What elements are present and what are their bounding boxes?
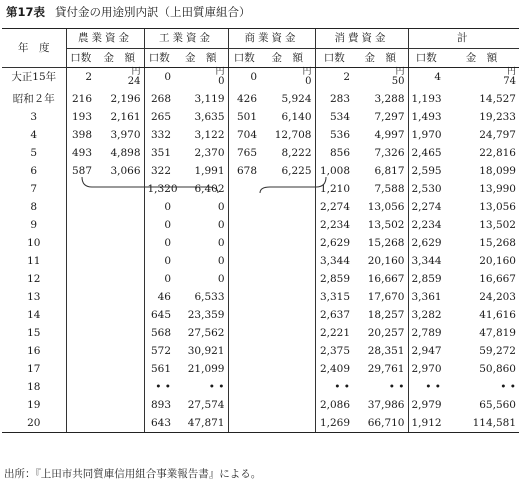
commerce-amount (260, 252, 315, 270)
total-count: 2,274 (408, 198, 444, 216)
commerce-count: 426 (228, 90, 260, 108)
year-cell: 14 (27, 308, 41, 321)
consumption-count: 1,008 (315, 162, 353, 180)
consumption-amount: 7,326 (374, 146, 405, 159)
table-row (2, 378, 519, 396)
consumption-count: 2,274 (315, 198, 353, 216)
consumption-count: 1,269 (315, 414, 353, 433)
commerce-amount (260, 324, 315, 342)
year-cell: 4 (30, 128, 38, 141)
consumption-count: 3,344 (315, 252, 353, 270)
industry-count: 322 (144, 162, 174, 180)
consumption-count: 536 (315, 126, 353, 144)
commerce-amount (260, 216, 315, 234)
industry-amount: 0 (218, 76, 225, 87)
year-cell: 18 (27, 380, 41, 393)
year-cell: 8 (30, 200, 38, 213)
yen-unit: 円 (302, 67, 312, 77)
industry-amount: 6,402 (194, 182, 225, 195)
agriculture-amount: 3,066 (110, 164, 141, 177)
consumption-count: 1,210 (315, 180, 353, 198)
total-count: 1,193 (408, 90, 444, 108)
table-row (2, 198, 519, 216)
total-amount: 47,819 (479, 326, 516, 339)
industry-amount: 0 (217, 218, 225, 231)
total-amount: 18,099 (479, 164, 516, 177)
table-row (2, 126, 519, 144)
table-caption: 貸付金の用途別内訳（上田質庫組合） (55, 5, 251, 19)
commerce-count (228, 270, 260, 288)
commerce-amount: 6,225 (281, 164, 312, 177)
industry-count: 0 (144, 68, 174, 90)
amount-header: 金 額 (444, 49, 519, 68)
year-cell: 15 (27, 326, 41, 339)
commerce-amount (260, 378, 315, 396)
total-amount: 15,268 (479, 236, 516, 249)
table-row (2, 252, 519, 270)
agriculture-count (66, 216, 95, 234)
total-count: 2,234 (408, 216, 444, 234)
commerce-amount (260, 234, 315, 252)
consumption-header: 消費資金 (315, 29, 408, 49)
industry-amount: 47,871 (174, 414, 228, 433)
industry-count: 572 (144, 342, 174, 360)
industry-amount: 3,122 (194, 128, 225, 141)
table-row (2, 68, 519, 90)
source-note: 出所：『上田市共同質庫信用組合事業報告書』による。 (4, 468, 262, 480)
table-row (2, 306, 519, 324)
commerce-count (228, 198, 260, 216)
table-title (6, 4, 251, 20)
table-row (2, 342, 519, 360)
year-header: 年 度 (2, 29, 66, 68)
industry-count: 0 (144, 234, 174, 252)
consumption-amount: 50 (391, 76, 405, 87)
agriculture-amount (95, 324, 144, 342)
agriculture-header: 農業資金 (66, 29, 144, 49)
industry-count: 265 (144, 108, 174, 126)
consumption-amount: 13,502 (367, 218, 405, 231)
commerce-amount (260, 396, 315, 414)
year-cell: 9 (30, 218, 38, 231)
industry-count: 0 (144, 270, 174, 288)
agriculture-count (66, 342, 95, 360)
industry-amount: 0 (217, 200, 225, 213)
agriculture-count: 2 (66, 68, 95, 90)
agriculture-amount: 2,196 (110, 92, 141, 105)
consumption-amount-cell (353, 68, 408, 90)
table-row (2, 324, 519, 342)
industry-count: 645 (144, 306, 174, 324)
commerce-amount: 5,924 (281, 92, 312, 105)
industry-count: 568 (144, 324, 174, 342)
commerce-amount (260, 414, 315, 433)
total-amount: 20,160 (479, 254, 516, 267)
industry-count: 46 (144, 288, 174, 306)
total-amount: 13,502 (479, 218, 516, 231)
commerce-count (228, 360, 260, 378)
industry-amount-cell (174, 68, 228, 90)
total-count: 3,344 (408, 252, 444, 270)
agriculture-amount (95, 360, 144, 378)
agriculture-amount (95, 198, 144, 216)
industry-count: 351 (144, 144, 174, 162)
consumption-amount: 7,588 (374, 182, 405, 195)
total-amount: 50,860 (479, 362, 516, 375)
agriculture-amount (95, 252, 144, 270)
commerce-count (228, 414, 260, 433)
total-count: 2,530 (408, 180, 444, 198)
consumption-amount: 3,288 (374, 92, 405, 105)
consumption-count: 2,234 (315, 216, 353, 234)
agriculture-count (66, 378, 95, 396)
commerce-count (228, 252, 260, 270)
year-cell: 大正15年 (11, 71, 57, 83)
total-amount: 74 (503, 76, 516, 87)
total-amount: 13,990 (479, 182, 516, 195)
table-row (2, 90, 519, 108)
commerce-count: 501 (228, 108, 260, 126)
consumption-amount: 17,670 (367, 290, 405, 303)
table-row (2, 108, 519, 126)
amount-header: 金 額 (260, 49, 315, 68)
merge-brace-agriculture (80, 177, 220, 193)
agriculture-amount (95, 234, 144, 252)
total-amount: 41,616 (479, 308, 516, 321)
amount-header: 金 額 (353, 49, 408, 68)
consumption-count: 2,859 (315, 270, 353, 288)
agriculture-amount (95, 306, 144, 324)
total-count: 4 (408, 68, 444, 90)
year-cell: 12 (27, 272, 41, 285)
consumption-count: 2,221 (315, 324, 353, 342)
consumption-amount: 4,997 (374, 128, 405, 141)
yen-unit: 円 (215, 67, 225, 77)
consumption-count: 2,086 (315, 396, 353, 414)
agriculture-count (66, 270, 95, 288)
industry-amount: 30,921 (187, 344, 225, 357)
table-row (2, 270, 519, 288)
consumption-amount: 20,257 (367, 326, 405, 339)
total-count: 2,789 (408, 324, 444, 342)
consumption-count: 2 (315, 68, 353, 90)
commerce-amount (260, 198, 315, 216)
merge-brace-commerce (258, 177, 328, 193)
commerce-amount: 8,222 (281, 146, 312, 159)
agriculture-amount (95, 288, 144, 306)
total-amount: • • (500, 380, 516, 393)
commerce-count: 704 (228, 126, 260, 144)
commerce-amount (260, 270, 315, 288)
agriculture-amount (95, 216, 144, 234)
agriculture-count (66, 234, 95, 252)
year-cell: 昭和２年 (12, 92, 55, 105)
commerce-count (228, 342, 260, 360)
year-cell: 7 (30, 182, 38, 195)
table-row (2, 144, 519, 162)
industry-amount: 21,099 (187, 362, 225, 375)
industry-amount: 3,635 (194, 110, 225, 123)
agriculture-count (66, 324, 95, 342)
consumption-amount: 13,056 (367, 200, 405, 213)
year-cell: 5 (30, 146, 38, 159)
agriculture-amount (95, 396, 144, 414)
industry-amount: 3,119 (194, 92, 225, 105)
commerce-amount: 0 (305, 76, 312, 87)
agriculture-count (66, 288, 95, 306)
consumption-count: 3,315 (315, 288, 353, 306)
consumption-amount: 66,710 (353, 414, 408, 433)
agriculture-amount (95, 378, 144, 396)
industry-amount: 23,359 (187, 308, 225, 321)
commerce-amount (260, 288, 315, 306)
consumption-amount: 6,817 (374, 164, 405, 177)
year-cell: 13 (27, 290, 41, 303)
agriculture-count (66, 360, 95, 378)
total-count: 2,979 (408, 396, 444, 414)
agriculture-amount: 2,161 (110, 110, 141, 123)
consumption-count: • • (315, 378, 353, 396)
table-row (2, 396, 519, 414)
commerce-count (228, 378, 260, 396)
total-amount: 16,667 (479, 272, 516, 285)
consumption-amount: 28,351 (367, 344, 405, 357)
agriculture-count (66, 396, 95, 414)
consumption-count: 2,629 (315, 234, 353, 252)
total-count: 2,465 (408, 144, 444, 162)
total-count: 2,970 (408, 360, 444, 378)
total-count: 3,282 (408, 306, 444, 324)
year-cell: 3 (30, 110, 38, 123)
industry-count: 0 (144, 216, 174, 234)
industry-amount: 2,370 (194, 146, 225, 159)
total-amount: 14,527 (479, 92, 516, 105)
agriculture-amount: 4,898 (110, 146, 141, 159)
total-count: 2,629 (408, 234, 444, 252)
industry-amount: • • (208, 380, 225, 393)
year-cell: 11 (27, 254, 41, 267)
industry-count: 561 (144, 360, 174, 378)
total-count: 2,595 (408, 162, 444, 180)
total-amount: 114,581 (444, 414, 519, 433)
year-cell: 17 (27, 362, 41, 375)
agriculture-amount (95, 270, 144, 288)
yen-unit: 円 (395, 67, 405, 77)
total-header: 計 (408, 29, 519, 49)
total-count: • • (408, 378, 444, 396)
commerce-count (228, 288, 260, 306)
table-row (2, 360, 519, 378)
table-row (2, 234, 519, 252)
year-cell: 6 (30, 164, 38, 177)
commerce-amount: 6,140 (281, 110, 312, 123)
consumption-count: 2,409 (315, 360, 353, 378)
commerce-count (228, 216, 260, 234)
total-amount: 65,560 (479, 398, 516, 411)
industry-amount: 0 (217, 254, 225, 267)
commerce-amount-cell (260, 68, 315, 90)
total-amount: 24,203 (479, 290, 516, 303)
commerce-count (228, 234, 260, 252)
consumption-amount: 18,257 (367, 308, 405, 321)
commerce-amount (260, 306, 315, 324)
consumption-count: 856 (315, 144, 353, 162)
count-header: 口数 (408, 49, 444, 68)
total-count: 1,493 (408, 108, 444, 126)
total-amount: 59,272 (479, 344, 516, 357)
total-amount: 22,816 (479, 146, 516, 159)
yen-unit: 円 (131, 67, 141, 77)
consumption-amount: 7,297 (374, 110, 405, 123)
table-row (2, 288, 519, 306)
industry-amount: 0 (217, 272, 225, 285)
consumption-amount: • • (388, 380, 405, 393)
industry-count: 893 (144, 396, 174, 414)
loan-breakdown-table (2, 28, 519, 433)
agriculture-count (66, 306, 95, 324)
amount-header: 金 額 (174, 49, 228, 68)
year-cell: 10 (27, 236, 41, 249)
year-cell: 20 (2, 414, 66, 433)
consumption-count: 534 (315, 108, 353, 126)
industry-count: 268 (144, 90, 174, 108)
count-header: 口数 (66, 49, 95, 68)
total-amount: 13,056 (479, 200, 516, 213)
industry-count: 0 (144, 198, 174, 216)
agriculture-count: 193 (66, 108, 95, 126)
industry-amount: 1,991 (194, 164, 225, 177)
total-amount: 24,797 (479, 128, 516, 141)
agriculture-count (66, 414, 95, 433)
total-count: 2,947 (408, 342, 444, 360)
industry-amount: 27,574 (187, 398, 225, 411)
table-row (2, 216, 519, 234)
agriculture-count: 587 (66, 162, 95, 180)
industry-amount: 27,562 (187, 326, 225, 339)
industry-count: 643 (144, 414, 174, 433)
commerce-count (228, 396, 260, 414)
year-cell: 16 (27, 344, 41, 357)
consumption-amount: 20,160 (367, 254, 405, 267)
total-amount-cell (444, 68, 519, 90)
agriculture-count (66, 252, 95, 270)
count-header: 口数 (144, 49, 174, 68)
commerce-amount (260, 342, 315, 360)
industry-header: 工業資金 (144, 29, 228, 49)
industry-count: 0 (144, 252, 174, 270)
agriculture-count: 216 (66, 90, 95, 108)
consumption-count: 283 (315, 90, 353, 108)
agriculture-amount-cell (95, 68, 144, 90)
total-count: 3,361 (408, 288, 444, 306)
consumption-count: 2,375 (315, 342, 353, 360)
count-header: 口数 (315, 49, 353, 68)
industry-count: 1,320 (144, 180, 174, 198)
total-count: 1,970 (408, 126, 444, 144)
amount-header: 金 額 (95, 49, 144, 68)
count-header: 口数 (228, 49, 260, 68)
commerce-count: 0 (228, 68, 260, 90)
table-row (2, 414, 519, 433)
commerce-count: 678 (228, 162, 260, 180)
year-cell: 19 (27, 398, 41, 411)
total-count: 2,859 (408, 270, 444, 288)
yen-unit: 円 (506, 67, 516, 77)
commerce-header: 商業資金 (228, 29, 315, 49)
consumption-amount: 37,986 (367, 398, 405, 411)
industry-amount: 0 (217, 236, 225, 249)
agriculture-count: 493 (66, 144, 95, 162)
agriculture-count: 398 (66, 126, 95, 144)
commerce-count (228, 306, 260, 324)
commerce-amount (260, 360, 315, 378)
agriculture-amount: 24 (127, 76, 141, 87)
consumption-count: 2,637 (315, 306, 353, 324)
industry-count: 332 (144, 126, 174, 144)
industry-amount: 6,533 (194, 290, 225, 303)
agriculture-amount (95, 342, 144, 360)
commerce-count: 765 (228, 144, 260, 162)
consumption-amount: 29,761 (367, 362, 405, 375)
consumption-amount: 15,268 (367, 236, 405, 249)
agriculture-amount: 3,970 (110, 128, 141, 141)
commerce-count (228, 324, 260, 342)
total-count: 1,912 (408, 414, 444, 433)
total-amount: 19,233 (479, 110, 516, 123)
consumption-amount: 16,667 (367, 272, 405, 285)
industry-count: • • (144, 378, 174, 396)
commerce-count (228, 180, 260, 198)
agriculture-amount (95, 414, 144, 433)
commerce-amount: 12,708 (274, 128, 312, 141)
agriculture-count (66, 198, 95, 216)
table-number: 第17表 (6, 5, 46, 19)
